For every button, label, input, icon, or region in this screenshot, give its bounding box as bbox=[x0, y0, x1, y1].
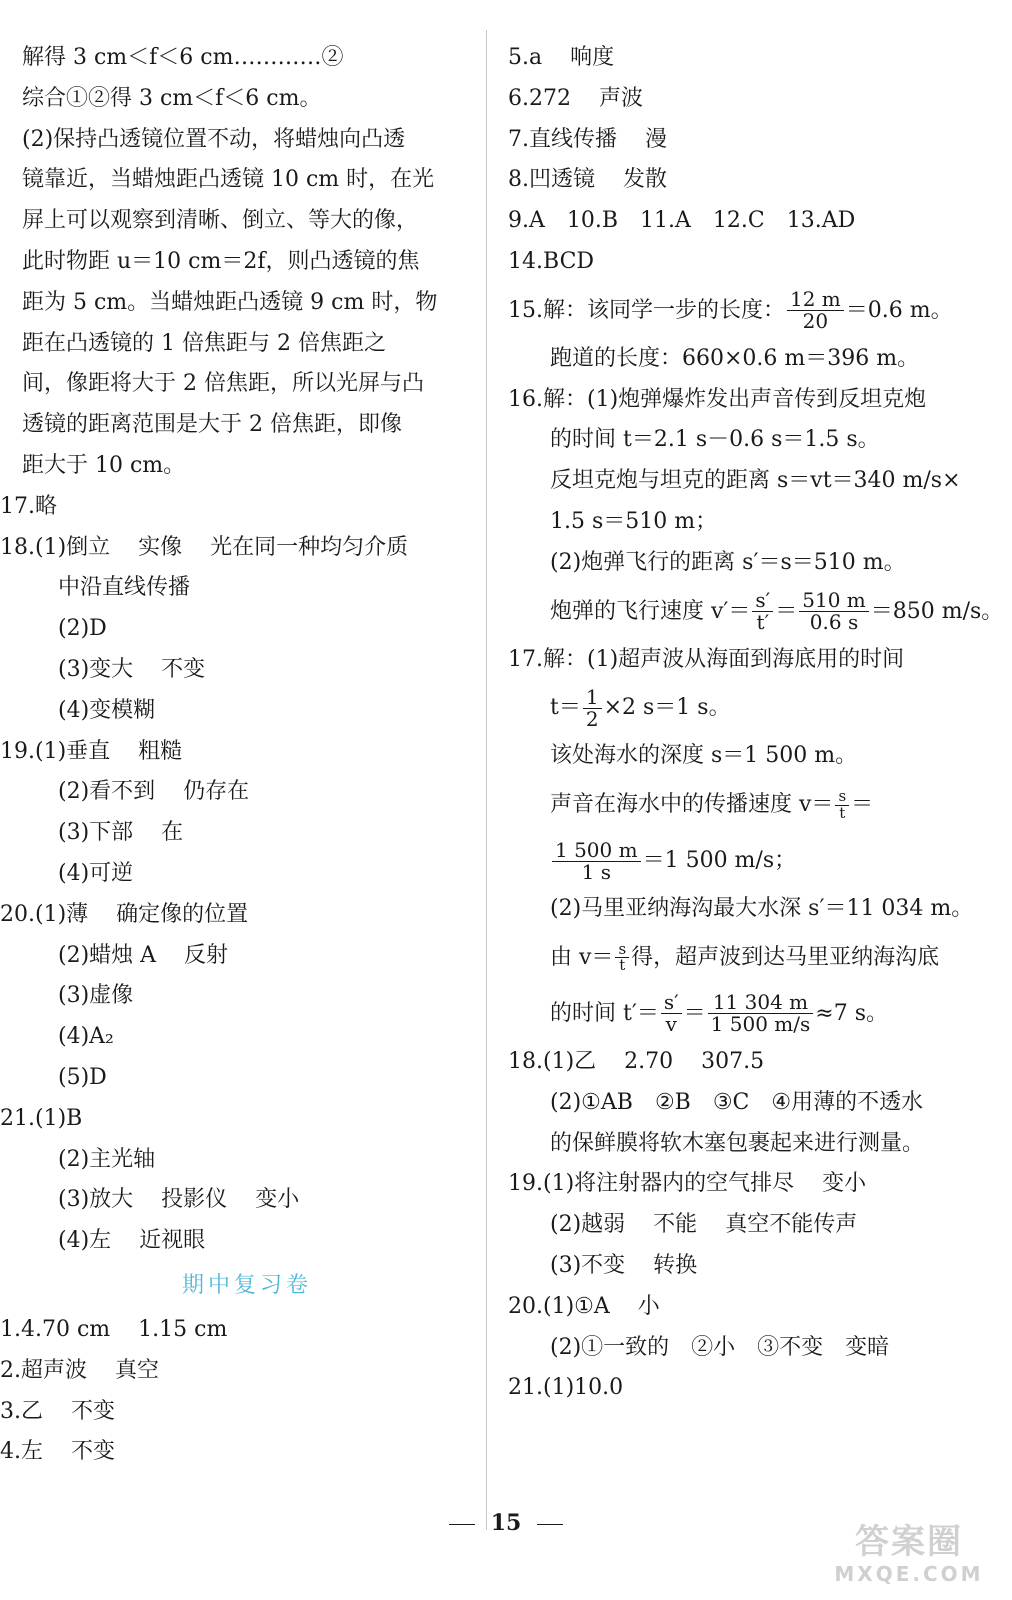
answer-15-line-1 bbox=[508, 283, 978, 339]
fraction-numerator: 510 m bbox=[799, 590, 869, 612]
answer-part: 18.(1)乙 bbox=[508, 1048, 597, 1074]
answer-part: 7.直线传播 bbox=[508, 126, 617, 152]
text-run: ≈7 s。 bbox=[815, 1000, 888, 1026]
answer-part: (3)下部 bbox=[58, 820, 134, 846]
answer-part: 确定像的位置 bbox=[116, 901, 249, 927]
answer-19-1 bbox=[508, 1164, 978, 1205]
page-number-value: 15 bbox=[490, 1510, 522, 1536]
fraction bbox=[835, 786, 849, 822]
answer-part: 不能 bbox=[653, 1212, 698, 1238]
text-line: 距在凸透镜的 1 倍焦距与 2 倍焦距之 bbox=[22, 330, 386, 356]
fraction-numerator: 12 m bbox=[787, 289, 844, 311]
answer-part: 不变 bbox=[71, 1398, 116, 1424]
answer-20-2: (2)①一致的 ②小 ③不变 变暗 bbox=[550, 1334, 890, 1360]
answer-part: 粗糙 bbox=[138, 738, 183, 764]
answer-21: 21.(1)10.0 bbox=[508, 1375, 624, 1401]
fraction-numerator: s bbox=[835, 789, 849, 806]
answer-part: 光在同一种均匀介质 bbox=[210, 534, 409, 560]
answer-part: (3)变大 bbox=[58, 656, 134, 682]
midterm-answer-1 bbox=[0, 1310, 472, 1351]
text-line: 中沿直线传播 bbox=[58, 575, 191, 601]
answer-16-line-4: 1.5 s＝510 m； bbox=[550, 508, 718, 534]
watermark-logo bbox=[824, 1522, 994, 1592]
answer-6 bbox=[508, 79, 978, 120]
answer-18-1 bbox=[0, 528, 472, 569]
text-line: 屏上可以观察到清晰、倒立、等大的像， bbox=[22, 208, 419, 234]
watermark-text: 答案圈 bbox=[855, 1522, 963, 1562]
fraction bbox=[552, 837, 641, 884]
answer-17-line-2 bbox=[508, 680, 978, 736]
text-run: ＝850 m/s。 bbox=[870, 598, 1004, 624]
fraction bbox=[615, 939, 629, 975]
answer-18-4: (4)变模糊 bbox=[58, 697, 156, 723]
answer-part: (2)看不到 bbox=[58, 779, 156, 805]
fraction bbox=[799, 590, 869, 633]
answer-part: (3)放大 bbox=[58, 1187, 134, 1213]
answer-part: 真空 bbox=[115, 1357, 160, 1383]
answer-19-3 bbox=[22, 813, 472, 854]
fraction-numerator: 11 304 m bbox=[708, 992, 814, 1014]
answer-20-1 bbox=[508, 1287, 978, 1328]
text-run: 得，超声波到达马里亚纳海沟底 bbox=[631, 944, 940, 970]
answer-18-3: 的保鲜膜将软木塞包裹起来进行测量。 bbox=[550, 1130, 925, 1156]
answer-16-line-2: 的时间 t＝2.1 s－0.6 s＝1.5 s。 bbox=[550, 427, 880, 453]
midterm-answer-3 bbox=[0, 1392, 472, 1433]
answer-part: (2)蜡烛 A bbox=[58, 942, 157, 968]
fraction-denominator: 1 500 m/s bbox=[710, 1012, 811, 1037]
text-line: (2)保持凸透镜位置不动，将蜡烛向凸透 bbox=[22, 126, 406, 152]
answer-part: 4.左 bbox=[0, 1439, 43, 1465]
midterm-answer-2 bbox=[0, 1351, 472, 1392]
answer-16-line-3: 反坦克炮与坦克的距离 s＝vt＝340 m/s× bbox=[550, 468, 961, 494]
fraction-numerator: 1 bbox=[583, 687, 602, 709]
text-run: ＝ bbox=[851, 792, 874, 818]
answer-18-2: (2)D bbox=[58, 616, 107, 642]
answer-part: 19.(1)垂直 bbox=[0, 738, 111, 764]
answer-17-line-7 bbox=[508, 930, 978, 986]
answer-17-line-6: (2)马里亚纳海沟最大水深 s′＝11 034 m。 bbox=[550, 896, 974, 922]
answer-part: 2.超声波 bbox=[0, 1357, 87, 1383]
fraction bbox=[752, 590, 773, 633]
answer-part: 漫 bbox=[645, 126, 668, 152]
fraction bbox=[583, 684, 602, 731]
text-run: ×2 s＝1 s。 bbox=[603, 695, 731, 721]
answer-14: 14.BCD bbox=[508, 248, 595, 274]
text-run: ＝0.6 m。 bbox=[845, 297, 953, 323]
answer-17: 17.略 bbox=[0, 493, 57, 519]
text-run: 炮弹的飞行速度 v′＝ bbox=[550, 598, 751, 624]
text-run: ＝ bbox=[775, 598, 798, 624]
answer-part: 投影仪 bbox=[161, 1187, 228, 1213]
left-column bbox=[0, 38, 472, 1473]
answer-18-2: (2)①AB ②B ③C ④用薄的不透水 bbox=[550, 1089, 924, 1115]
answer-part: 不变 bbox=[71, 1439, 116, 1465]
text-line: 距为 5 cm。当蜡烛距凸透镜 9 cm 时，物 bbox=[22, 289, 438, 315]
text-line: 此时物距 u＝10 cm＝2f，则凸透镜的焦 bbox=[22, 248, 420, 274]
answer-part: 转换 bbox=[653, 1252, 698, 1278]
column-divider bbox=[486, 30, 487, 1530]
answer-19-4: (4)可逆 bbox=[58, 860, 134, 886]
answer-19-2 bbox=[22, 772, 472, 813]
answer-part: 响度 bbox=[570, 45, 615, 70]
text-run: 的时间 t′＝ bbox=[550, 1000, 659, 1026]
answer-part: 声波 bbox=[598, 85, 643, 111]
answer-9-13: 9.A 10.B 11.A 12.C 13.AD bbox=[508, 208, 856, 234]
fraction bbox=[661, 992, 682, 1035]
fraction-denominator: t′ bbox=[756, 610, 770, 635]
answer-part: 6.272 bbox=[508, 85, 571, 111]
fraction-numerator: s′ bbox=[661, 992, 682, 1014]
answer-part: 5.a bbox=[508, 45, 543, 70]
page-number-dash bbox=[537, 1524, 563, 1525]
answer-part: 18.(1)倒立 bbox=[0, 534, 111, 560]
answer-21-2: (2)主光轴 bbox=[58, 1146, 156, 1172]
answer-part: 19.(1)将注射器内的空气排尽 bbox=[508, 1171, 795, 1197]
answer-20-4: (4)A₂ bbox=[58, 1024, 114, 1050]
answer-part: 2.70 bbox=[624, 1048, 674, 1074]
answer-part: 不变 bbox=[161, 656, 206, 682]
answer-19-1 bbox=[0, 732, 472, 773]
fraction-numerator: 1 500 m bbox=[552, 840, 641, 862]
fraction-denominator: t bbox=[839, 803, 846, 822]
section-title: 期中复习卷 bbox=[181, 1272, 312, 1298]
fraction-denominator: v bbox=[665, 1012, 677, 1037]
answer-part: 变小 bbox=[255, 1187, 300, 1213]
answer-7 bbox=[508, 120, 978, 161]
answer-19-2 bbox=[508, 1205, 978, 1246]
answer-20-1 bbox=[0, 895, 472, 936]
answer-17-line-4 bbox=[508, 777, 978, 833]
fraction-numerator: s′ bbox=[752, 590, 773, 612]
page-number-dash bbox=[449, 1524, 475, 1525]
text-run: 声音在海水中的传播速度 v＝ bbox=[550, 792, 834, 818]
answer-part: 在 bbox=[161, 820, 184, 846]
answer-part: (2)越弱 bbox=[550, 1212, 626, 1238]
answer-part: 3.乙 bbox=[0, 1398, 43, 1424]
answer-17-line-5 bbox=[508, 833, 978, 889]
answer-18-3 bbox=[22, 650, 472, 691]
text-line: 间，像距将大于 2 倍焦距，所以光屏与凸 bbox=[22, 371, 424, 397]
answer-5 bbox=[508, 38, 978, 79]
fraction-denominator: 2 bbox=[585, 706, 599, 731]
answer-16-line-6 bbox=[508, 584, 1004, 640]
answer-21-3 bbox=[22, 1180, 472, 1221]
answer-part: 1.4.70 cm bbox=[0, 1316, 111, 1342]
text-run: ＝ bbox=[683, 1000, 706, 1026]
text-line: 透镜的距离范围是大于 2 倍焦距，即像 bbox=[22, 412, 402, 438]
midterm-answer-4 bbox=[0, 1432, 472, 1473]
answer-20-2 bbox=[22, 936, 472, 977]
text-run: 由 v＝ bbox=[550, 944, 614, 970]
answer-part: 小 bbox=[637, 1293, 660, 1319]
fraction bbox=[708, 992, 814, 1035]
text-run: 15.解：该同学一步的长度： bbox=[508, 297, 785, 323]
fraction-denominator: 0.6 s bbox=[809, 610, 859, 635]
answer-part: 20.(1)薄 bbox=[0, 901, 89, 927]
fraction-denominator: 20 bbox=[802, 309, 829, 334]
answer-16-line-5: (2)炮弹飞行的距离 s′＝s＝510 m。 bbox=[550, 549, 906, 575]
answer-part: 实像 bbox=[138, 534, 183, 560]
answer-part: 真空不能传声 bbox=[725, 1212, 858, 1238]
text-run: ＝1 500 m/s； bbox=[642, 848, 797, 874]
text-run: t＝ bbox=[550, 695, 581, 721]
answer-8 bbox=[508, 160, 978, 201]
answer-part: 发散 bbox=[623, 167, 668, 193]
answer-part: 307.5 bbox=[701, 1048, 765, 1074]
answer-20-3: (3)虚像 bbox=[58, 983, 134, 1009]
fraction-numerator: s bbox=[615, 942, 629, 959]
answer-part: 20.(1)①A bbox=[508, 1293, 610, 1319]
right-column bbox=[508, 38, 1004, 1409]
answer-21-1: 21.(1)B bbox=[0, 1105, 83, 1131]
answer-17-line-3: 该处海水的深度 s＝1 500 m。 bbox=[550, 743, 858, 769]
answer-part: 反射 bbox=[184, 942, 229, 968]
answer-21-4 bbox=[22, 1221, 472, 1262]
answer-part: 1.15 cm bbox=[138, 1316, 228, 1342]
watermark-url: MXQE.COM bbox=[834, 1562, 984, 1586]
answer-part: (3)不变 bbox=[550, 1252, 626, 1278]
fraction-denominator: 1 s bbox=[581, 859, 611, 884]
text-line: 镜靠近，当蜡烛距凸透镜 10 cm 时，在光 bbox=[22, 167, 435, 193]
answer-19-3 bbox=[508, 1246, 978, 1287]
answer-part: (4)左 bbox=[58, 1228, 112, 1254]
answer-part: 变小 bbox=[822, 1171, 867, 1197]
answer-17-line-1: 17.解：(1)超声波从海面到海底用的时间 bbox=[508, 646, 905, 672]
answer-17-line-8 bbox=[508, 986, 978, 1042]
fraction-denominator: t bbox=[619, 956, 626, 975]
text-line: 解得 3 cm＜f＜6 cm…………② bbox=[22, 45, 344, 70]
answer-18-1 bbox=[508, 1042, 978, 1083]
text-line: 综合①②得 3 cm＜f＜6 cm。 bbox=[22, 85, 322, 111]
answer-16-line-1: 16.解：(1)炮弹爆炸发出声音传到反坦克炮 bbox=[508, 386, 927, 412]
answer-20-5: (5)D bbox=[58, 1064, 107, 1090]
answer-part: 8.凹透镜 bbox=[508, 167, 595, 193]
answer-part: 仍存在 bbox=[183, 779, 250, 805]
text-line: 距大于 10 cm。 bbox=[22, 452, 186, 478]
answer-15-line-2: 跑道的长度：660×0.6 m＝396 m。 bbox=[550, 345, 920, 371]
fraction bbox=[787, 289, 844, 332]
answer-part: 近视眼 bbox=[139, 1228, 206, 1254]
